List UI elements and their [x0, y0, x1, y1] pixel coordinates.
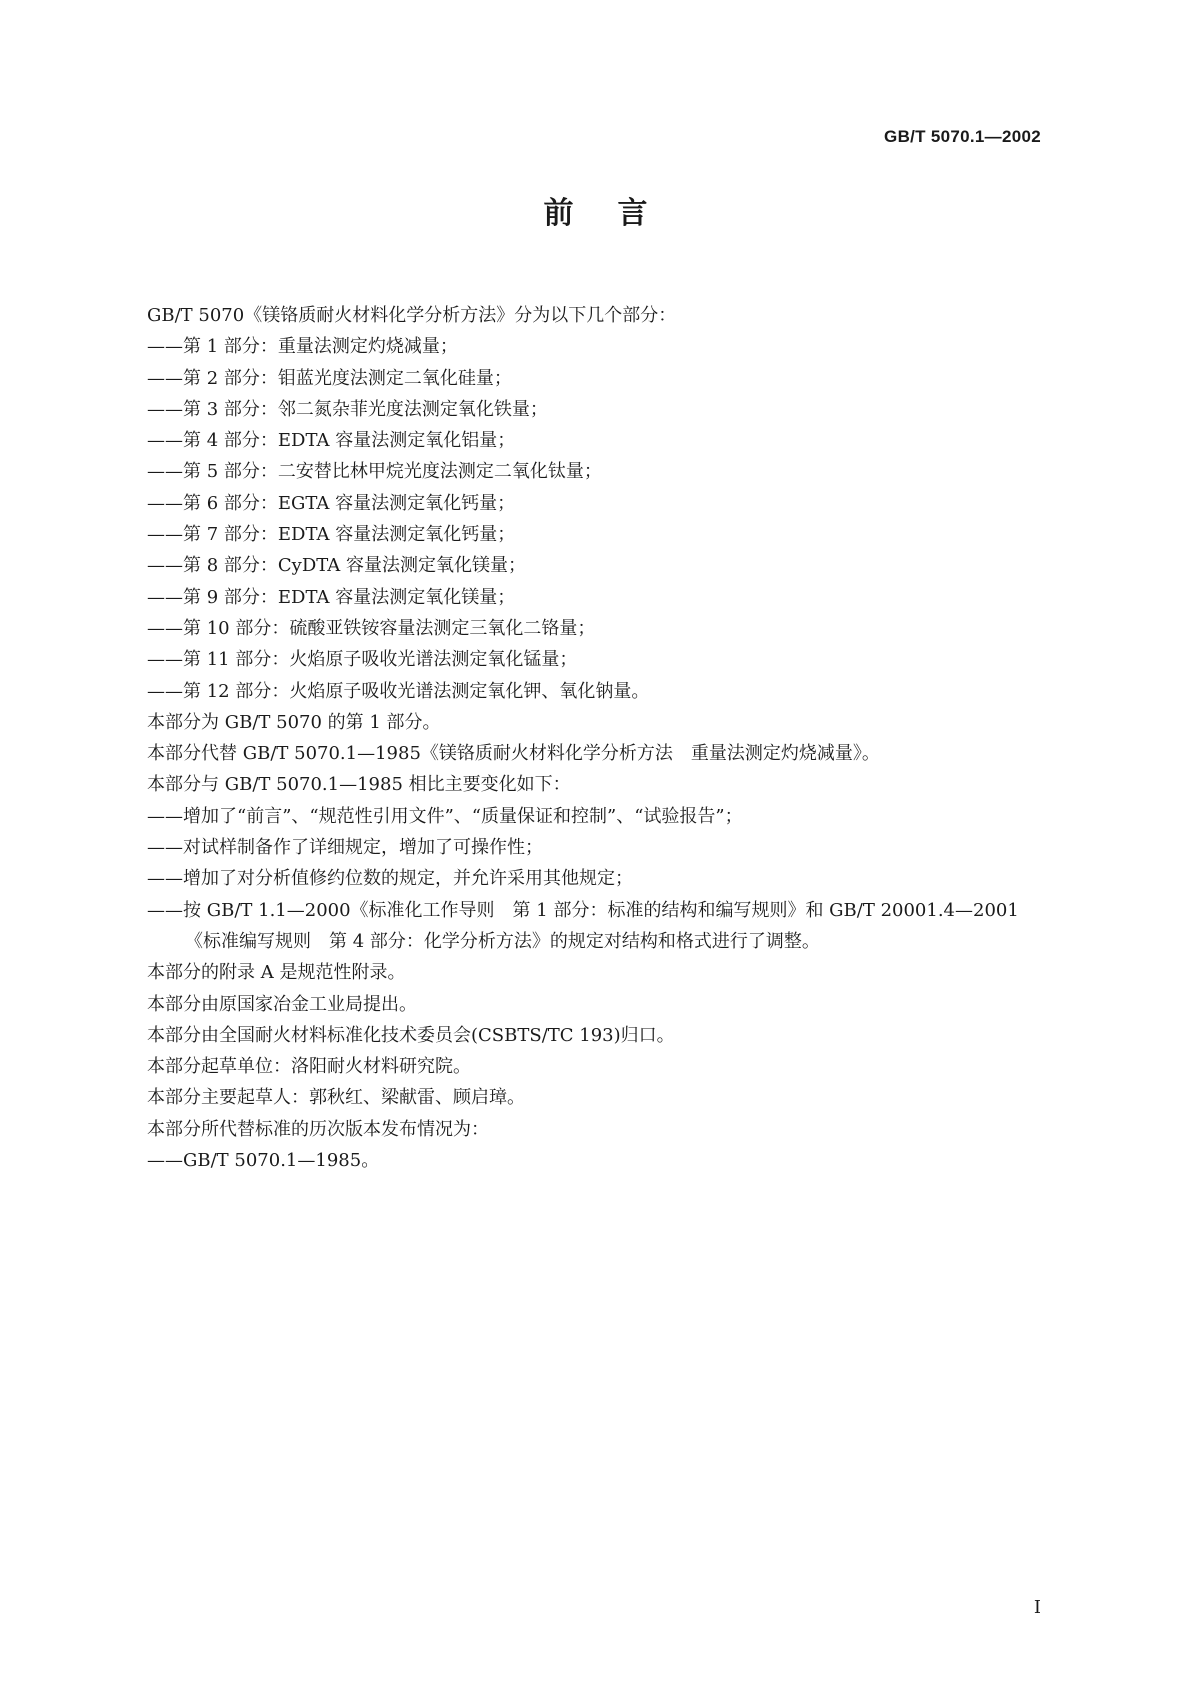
list-item: ——GB/T 5070.1—1985。 [147, 1150, 380, 1172]
paragraph: 本部分主要起草人：郭秋红、梁献雷、顾启璋。 [147, 1087, 525, 1109]
paragraph: 本部分起草单位：洛阳耐火材料研究院。 [147, 1056, 471, 1078]
list-item: ——第 10 部分：硫酸亚铁铵容量法测定三氧化二铬量； [147, 617, 596, 639]
paragraph: 本部分代替 GB/T 5070.1—1985《镁铬质耐火材料化学分析方法 重量法测定灼烧减量》。 [147, 743, 880, 765]
list-item: ——第 6 部分：EGTA 容量法测定氧化钙量； [147, 492, 516, 514]
list-item: ——第 9 部分：EDTA 容量法测定氧化镁量； [147, 586, 516, 608]
list-item: ——第 11 部分：火焰原子吸收光谱法测定氧化锰量； [147, 649, 578, 671]
paragraph: GB/T 5070《镁铬质耐火材料化学分析方法》分为以下几个部分： [147, 305, 677, 326]
list-item: ——增加了对分析值修约位数的规定，并允许采用其他规定； [147, 868, 633, 890]
list-item: ——第 2 部分：钼蓝光度法测定二氧化硅量； [147, 367, 512, 389]
foreword-body [147, 300, 1047, 1176]
list-item: ——对试样制备作了详细规定，增加了可操作性； [147, 837, 543, 859]
list-item: ——第 5 部分：二安替比林甲烷光度法测定二氧化钛量； [147, 461, 602, 483]
paragraph: 本部分与 GB/T 5070.1—1985 相比主要变化如下： [147, 774, 571, 796]
list-item: ——按 GB/T 1.1—2000《标准化工作导则 第 1 部分：标准的结构和编写规则》和 GB/T 20001.4—2001《标准编写规则 第 4 部分：化学分析方法》的规定对结构和格式进行了调整。 [147, 899, 1019, 952]
page-number: I [1033, 1597, 1041, 1618]
paragraph: 本部分由原国家冶金工业局提出。 [147, 993, 417, 1015]
list-item: ——第 3 部分：邻二氮杂菲光度法测定氧化铁量； [147, 398, 548, 420]
list-item: ——第 7 部分：EDTA 容量法测定氧化钙量； [147, 524, 516, 546]
list-item: ——增加了“前言”、“规范性引用文件”、“质量保证和控制”、“试验报告”； [147, 805, 743, 827]
paragraph: 本部分的附录 A 是规范性附录。 [147, 962, 406, 984]
list-item: ——第 8 部分：CyDTA 容量法测定氧化镁量； [147, 555, 527, 577]
standard-code: GB/T 5070.1—2002 [884, 127, 1041, 146]
list-item: ——第 12 部分：火焰原子吸收光谱法测定氧化钾、氧化钠量。 [147, 680, 650, 702]
paragraph: 本部分所代替标准的历次版本发布情况为： [147, 1118, 489, 1140]
page-title: 前言 [543, 196, 692, 231]
paragraph: 本部分为 GB/T 5070 的第 1 部分。 [147, 711, 441, 733]
paragraph: 本部分由全国耐火材料标准化技术委员会(CSBTS/TC 193)归口。 [147, 1024, 675, 1046]
list-item: ——第 1 部分：重量法测定灼烧减量； [147, 336, 458, 358]
list-item: ——第 4 部分：EDTA 容量法测定氧化铝量； [147, 430, 516, 452]
